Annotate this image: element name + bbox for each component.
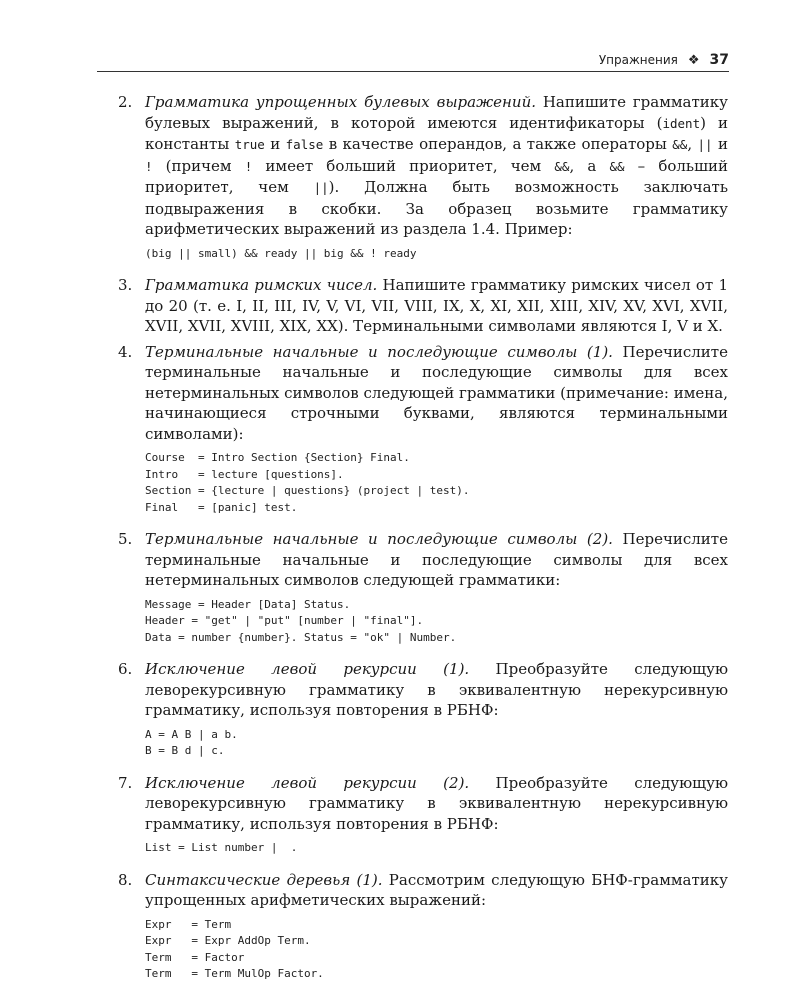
code-block: List = List number | . (145, 841, 298, 854)
exercise-text (145, 659, 728, 721)
exercise-title: Грамматика римских чисел. (145, 276, 378, 294)
exercise-item (118, 275, 728, 337)
code-token: && (609, 158, 625, 174)
text-part: Напишите грамматику булевых выражений, в которой имеются идентификаторы ( (145, 93, 728, 132)
exercise-description: Преобразуйте следующую леворекурсивную грамматику в эквивалентную нерекурсивную грамматику, используя повторения в РБНФ: (145, 660, 729, 719)
exercise-item (118, 659, 728, 768)
exercise-title: Исключение левой рекурсии (2). (145, 773, 470, 792)
exercise-body (145, 659, 728, 768)
exercise-description: Напишите грамматику римских чисел от 1 до 20 (т. е. I, II, III, IV, V, VI, VII, VIII, IX, X, XI, XII, XIII, XIV, XV, XVI, XVII, XVII, XVII, XVIII, XIX, XX). Терминальными символами являются I, V и X. (145, 276, 728, 335)
exercise-text (145, 275, 728, 337)
exercise-number: 6. (118, 660, 133, 678)
code-token: ident (662, 115, 701, 131)
exercise-body (145, 275, 728, 337)
exercise-number: 4. (118, 342, 133, 361)
exercise-title: Терминальные начальные и последующие символы (2). (145, 530, 613, 548)
code-token: ! (145, 158, 153, 174)
header-rule (97, 71, 729, 72)
exercise-item (118, 92, 728, 270)
exercise-description: Рассмотрим следующую БНФ-грамматику упрощенных арифметических выражений: (145, 870, 728, 909)
code-token: true (234, 137, 265, 152)
exercise-description: Перечислите терминальные начальные и последующие символы для всех нетерминальных символов следующей грамматики (примечание: имена, начинающиеся строчными буквами, являются терминальными символами): (145, 342, 728, 443)
exercise-title: Синтаксические деревья (1). (145, 870, 383, 889)
text-part: – больший приоритет, чем (145, 156, 729, 196)
exercise-number: 3. (118, 276, 133, 294)
text-part: ) и константы (145, 113, 728, 153)
text-part: (причем (152, 156, 245, 175)
code-block: A = A B | a b. B = B d | c. (145, 727, 238, 757)
text-part: и (712, 135, 728, 153)
exercise-number: 5. (118, 530, 133, 548)
exercise-title: Грамматика упрощенных булевых выражений. (145, 93, 536, 111)
code-token: ! (244, 158, 253, 174)
code-token: false (285, 137, 324, 152)
text-part: имеет больший приоритет, чем (252, 156, 555, 175)
text-part: , а (569, 156, 610, 175)
exercise-body (145, 529, 728, 654)
exercise-description: Перечислите терминальные начальные и последующие символы для всех нетерминальных символов следующей грамматики: (145, 530, 728, 589)
diamond-ornament-icon: ❖ (687, 52, 700, 68)
exercise-body (145, 870, 728, 991)
text-part: и (264, 135, 286, 153)
exercise-list (118, 92, 728, 996)
text-part: , (687, 135, 698, 153)
exercise-item (118, 870, 728, 991)
exercise-body (145, 342, 728, 525)
exercise-item (118, 773, 728, 865)
exercise-body (145, 92, 728, 270)
exercise-text (145, 92, 728, 240)
exercise-text (145, 342, 728, 445)
exercise-number: 7. (118, 773, 133, 792)
exercise-title: Терминальные начальные и последующие символы (1). (145, 342, 613, 361)
exercise-description: Преобразуйте следующую леворекурсивную грамматику в эквивалентную нерекурсивную грамматику, используя повторения в РБНФ: (145, 773, 729, 833)
exercise-number: 2. (118, 93, 133, 111)
code-block: Message = Header [Data] Status. Header = "get" | "put" [number | "final"]. Data = number {number}. Status = "ok" | Number. (145, 597, 457, 644)
exercise-text (145, 529, 728, 591)
page-number: 37 (709, 52, 729, 68)
code-token: && (672, 137, 688, 152)
code-token: || (697, 137, 713, 152)
exercise-text (145, 773, 728, 835)
exercise-body (145, 773, 728, 865)
text-part: в качестве операндов, а также операторы (323, 135, 673, 153)
section-title: Упражнения (598, 53, 678, 67)
exercise-number: 8. (118, 870, 133, 889)
exercise-text (145, 870, 728, 911)
code-block: Expr = Term Expr = Expr AddOp Term. Term = Factor Term = Term MulOp Factor. (145, 917, 324, 980)
code-token: || (313, 180, 329, 195)
exercise-title: Исключение левой рекурсии (1). (145, 660, 470, 678)
code-block: Course = Intro Section {Section} Final. Intro = lecture [questions]. Section = {lecture | questions} (project | test). Final = [panic] test. (145, 451, 470, 514)
code-token: && (554, 158, 570, 174)
code-block: (big || small) && ready || big && ! ready (145, 246, 417, 260)
exercise-item (118, 342, 728, 525)
exercise-item (118, 529, 728, 654)
running-header (97, 50, 729, 70)
text-part: ). Должна быть возможность заключать подвыражения в скобки. За образец возьмите грамматику арифметических выражений из раздела 1.4. Пример: (145, 178, 728, 238)
